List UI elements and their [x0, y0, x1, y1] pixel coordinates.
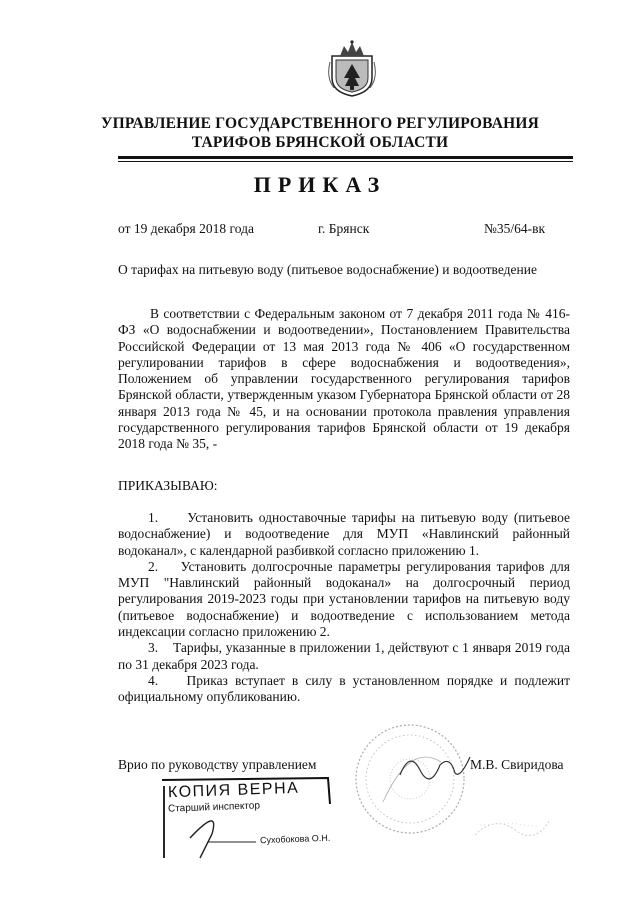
- signatory-name: М.В. Свиридова: [470, 757, 564, 772]
- document-city: г. Брянск: [318, 221, 370, 236]
- copy-stamp-name: Сухобокова О.Н.: [259, 832, 331, 846]
- coat-of-arms-icon: [326, 38, 378, 98]
- signatory-position: Врио по руководству управлением: [118, 757, 317, 772]
- handwritten-signature-icon: [395, 745, 475, 785]
- document-title: ПРИКАЗ: [253, 172, 387, 197]
- order-item-4: 4. Приказ вступает в силу в установленном порядке и подлежит официальному опубликованию.: [118, 672, 570, 705]
- order-item-3: 3. Тарифы, указанные в приложении 1, действуют с 1 января 2019 года по 31 декабря 2023 года.: [118, 640, 570, 672]
- header-divider-thin: [118, 161, 573, 162]
- header-divider-thick: [118, 156, 573, 159]
- document-subject: О тарифах на питьевую воду (питьевое водоснабжение) и водоотведение: [118, 262, 537, 277]
- org-name-line1: УПРАВЛЕНИЕ ГОСУДАРСТВЕННОГО РЕГУЛИРОВАНИЯ: [101, 115, 539, 132]
- order-word: ПРИКАЗЫВАЮ:: [118, 478, 218, 493]
- document-date: от 19 декабря 2018 года: [118, 221, 254, 236]
- copy-stamp-role: Старший инспектор: [167, 800, 261, 815]
- order-item-1: 1. Установить одноставочные тарифы на питьевую воду (питьевое водоснабжение) и водоотведение для МУП «Навлинский районный водоканал», с календарной разбивкой согласно приложению 1.: [118, 510, 570, 558]
- copy-certified-stamp: [160, 776, 338, 864]
- org-name-line2: ТАРИФОВ БРЯНСКОЙ ОБЛАСТИ: [191, 134, 449, 151]
- copy-stamp-title: КОПИЯ ВЕРНА: [167, 779, 300, 802]
- preamble-paragraph: В соответствии с Федеральным законом от 7 декабря 2011 года № 416-ФЗ «О водоснабжении и водоотведении», Постановлением Правительства Российской Федерации от 13 мая 2013 года № 406 «О государственном регулировании тарифов в сфере водоснабжения и водоотведения», Положением об управлении государственного регулирования тарифов Брянской области, утвержденным указом Губернатора Брянской области от 28 января 2013 года № 45, и на основании протокола правления управления государственного регулирования тарифов Брянской области от 19 декабря 2018 года № 35, -: [118, 306, 570, 452]
- document-number: №35/64-вк: [484, 221, 546, 236]
- faint-stamp-mark-icon: [470, 805, 555, 845]
- order-item-2: 2. Установить долгосрочные параметры регулирования тарифов для МУП "Навлинский районный водоканал» на долгосрочный период регулирования 2019-2023 годы при установлении тарифов на питьевую воду (питьевое водоснабжение) и водоотведение с использованием метода индексации согласно приложению 2.: [118, 558, 570, 640]
- order-items: [118, 510, 570, 706]
